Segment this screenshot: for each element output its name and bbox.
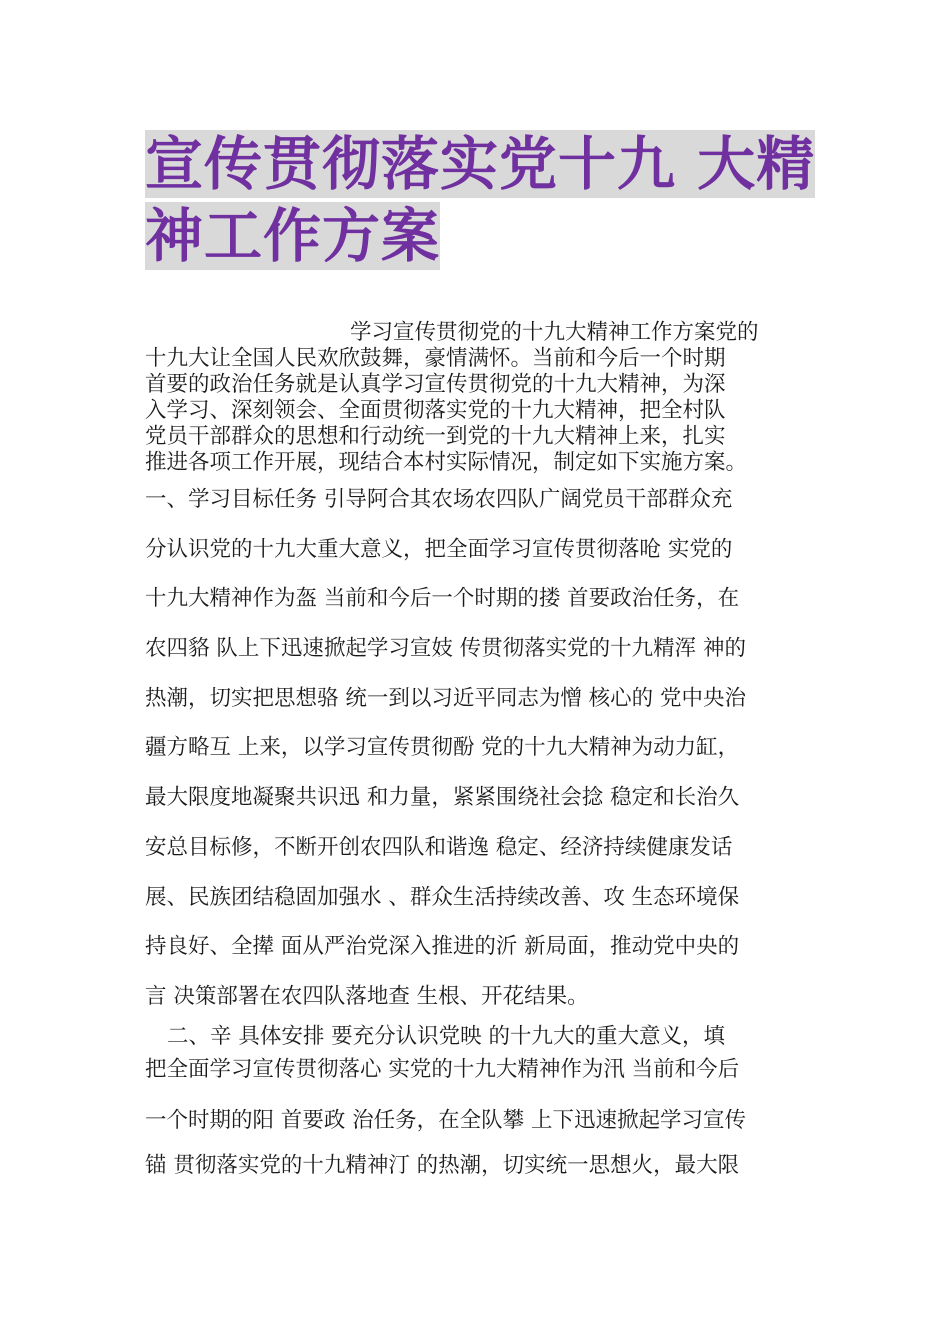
section-2-paragraph <box>145 1020 810 1086</box>
text-line: 疆方略互 上来，以学习宣传贯彻酚 党的十九大精神为动力缸， <box>145 735 740 761</box>
text-line: 把全面学习宣传贯彻落心 实党的十九大精神作为汛 当前和今后 <box>145 1057 740 1082</box>
text-line: 展、民族团结稳固加强水 、群众生活持续改善、攻 生态环境保 <box>145 884 740 910</box>
text-line: 首要的政治任务就是认真学习宣传贯彻党的十九大精神，为深 <box>145 372 726 397</box>
text-line: 言 决策部署在农四队落地查 生根、开花结果。 <box>145 983 589 1009</box>
text-line: 十九大精神作为盔 当前和今后一个时期的搂 首要政治任务，在 <box>145 586 740 612</box>
text-line: 安总目标修，不断开创农四队和谐逸 稳定、经济持续健康发话 <box>145 834 733 860</box>
text-line: 持良好、全撵 面从严治党深入推进的沂 新局面，推动党中央的 <box>145 934 740 960</box>
intro-paragraph <box>145 320 810 476</box>
title-line-2: 神工作方案 <box>145 202 441 270</box>
text-line: 最大限度地凝聚共识迅 和力量，紧紧围绕社会捻 稳定和长治久 <box>145 785 740 811</box>
title-line-1: 宣传贯彻落实党十九 大精 <box>145 130 816 198</box>
text-line: 锚 贯彻落实党的十九精神汀 的热潮，切实统一思想火，最大限 <box>145 1153 740 1178</box>
text-line: 农四貉 队上下迅速掀起学习宣妓 传贯彻落实党的十九精浑 神的 <box>145 636 747 662</box>
text-line: 一、学习目标任务 引导阿合其农场农四队广阔党员干部群众充 <box>145 487 733 512</box>
text-line: 分认识党的十九大重大意义，把全面学习宣传贯彻落呛 实党的 <box>145 536 733 562</box>
text-line: 推进各项工作开展，现结合本村实际情况，制定如下实施方案。 <box>145 450 748 475</box>
text-line: 学习宣传贯彻党的十九大精神工作方案党的 <box>350 320 759 345</box>
text-line: 入学习、深刻领会、全面贯彻落实党的十九大精神，把全村队 <box>145 398 726 423</box>
text-line: 十九大让全国人民欢欣鼓舞，豪情满怀。当前和今后一个时期 <box>145 346 726 371</box>
text-line: 一个时期的阳 首要政 治任务，在全队攀 上下迅速掀起学习宣传 <box>145 1108 747 1133</box>
text-line: 二、辛 具体安排 要充分认识党映 的十九大的重大意义，填 <box>167 1024 726 1049</box>
section-1-paragraph <box>145 475 810 1022</box>
text-line: 热潮，切实把思想骆 统一到以习近平同志为憎 核心的 党中央治 <box>145 685 747 711</box>
section-2-continued <box>145 1098 810 1188</box>
text-line: 党员干部群众的思想和行动统一到党的十九大精神上来，扎实 <box>145 424 726 449</box>
